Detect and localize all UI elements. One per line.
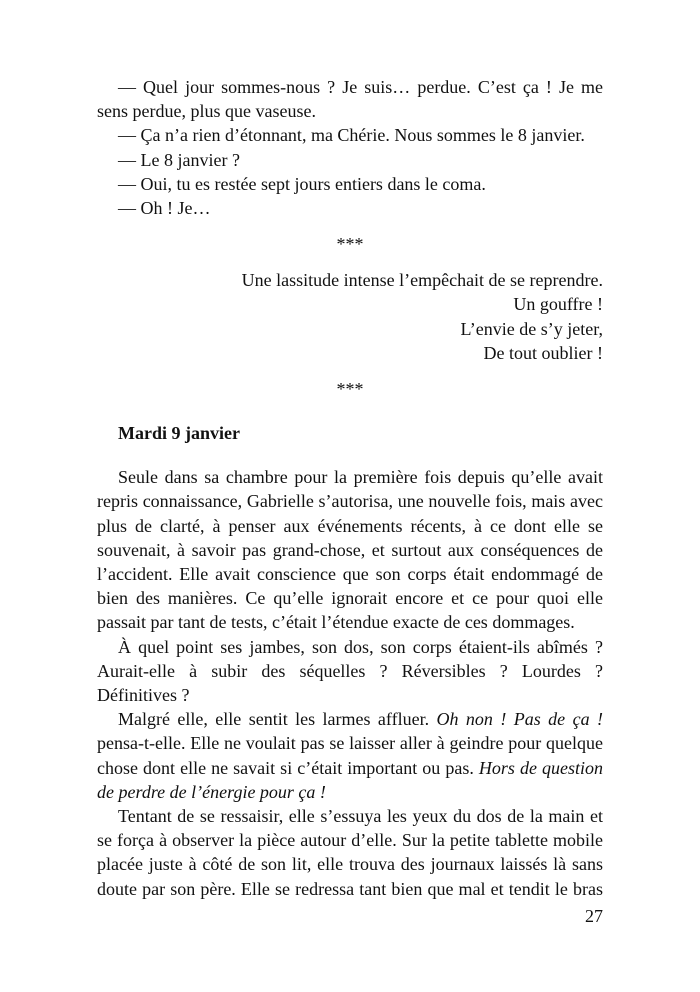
text-line — [97, 635, 603, 659]
text-segment: chose dont elle ne savait si c’était important ou pas. — [97, 757, 479, 778]
paragraph — [97, 804, 603, 901]
text-line — [97, 196, 603, 220]
verse-line: Une lassitude intense l’empêchait de se reprendre. — [241, 270, 603, 291]
text-segment: doute par son père. Elle se redressa tant bien que mal et tendit le bras — [97, 878, 603, 899]
section-heading: Mardi 9 janvier — [118, 423, 240, 444]
text-line — [97, 756, 603, 780]
paragraph — [97, 172, 603, 196]
text-segment: plus de clarté, à penser aux événements récents, à ce dont elle se — [97, 515, 603, 536]
text-line — [97, 610, 603, 634]
text-line — [97, 707, 603, 731]
text-line — [97, 172, 603, 196]
text-segment: À quel point ses jambes, son dos, son corps étaient-ils abîmés ? — [118, 636, 603, 657]
text-segment: repris connaissance, Gabrielle s’autorisa, une nouvelle fois, mais avec — [97, 491, 603, 512]
text-line — [97, 489, 603, 513]
text-segment: — Quel jour sommes-nous ? Je suis… perdue. C’est ça ! Je me — [118, 77, 603, 97]
text-line — [97, 148, 603, 172]
text-segment: Définitives ? — [97, 685, 190, 706]
text-line — [97, 123, 603, 147]
italic-text: Hors de question — [478, 757, 603, 778]
text-segment: — Oh ! Je… — [118, 198, 211, 219]
text-line — [97, 75, 603, 99]
text-line — [97, 852, 603, 876]
paragraph — [97, 148, 603, 172]
page-body — [97, 75, 603, 928]
verse-block — [97, 268, 603, 365]
text-segment: bien des manières. Ce qu’elle ignorait encore et ce pour quoi elle — [97, 588, 603, 609]
text-line — [97, 659, 603, 683]
text-line — [97, 683, 603, 707]
text-segment: se força à observer la pièce autour d’elle. Sur la petite tablette mobile — [97, 830, 603, 851]
section-separator: *** — [336, 234, 364, 255]
section-separator: *** — [336, 379, 364, 400]
text-line — [97, 562, 603, 586]
text-line — [97, 514, 603, 538]
text-segment: Aurait-elle à subir des séquelles ? Réversibles ? Lourdes ? — [97, 660, 603, 681]
text-segment: sens perdue, plus que vaseuse. — [97, 101, 316, 122]
text-line — [97, 804, 603, 828]
text-segment: Tentant de se ressaisir, elle s’essuya les yeux du dos de la main et — [118, 806, 603, 827]
text-segment: l’accident. Elle avait conscience que son corps était endommagé de — [97, 564, 603, 585]
text-line — [97, 828, 603, 852]
paragraph — [97, 635, 603, 708]
text-line — [97, 99, 603, 123]
text-segment: placée juste à côté de son lit, elle trouva des journaux laissés là sans — [97, 854, 603, 875]
text-segment: Seule dans sa chambre pour la première fois depuis qu’elle avait — [118, 467, 603, 488]
text-line — [97, 538, 603, 562]
text-line — [97, 465, 603, 489]
verse-line: Un gouffre ! — [513, 294, 603, 315]
paragraph — [97, 123, 603, 147]
text-line — [97, 731, 603, 755]
paragraph — [97, 465, 603, 634]
text-segment: — Ça n’a rien d’étonnant, ma Chérie. Nous sommes le 8 janvier. — [118, 125, 585, 146]
italic-text: de perdre de l’énergie pour ça ! — [97, 781, 326, 802]
italic-text: Oh non ! Pas de ça ! — [436, 709, 603, 730]
text-segment: pensa-t-elle. Elle ne voulait pas se laisser aller à geindre pour quelque — [97, 733, 603, 754]
paragraph — [97, 75, 603, 123]
paragraph — [97, 707, 603, 804]
page-number: 27 — [585, 905, 603, 926]
paragraph — [97, 196, 603, 220]
text-segment: — Oui, tu es restée sept jours entiers dans le coma. — [118, 173, 486, 194]
text-segment: Malgré elle, elle sentit les larmes affluer. — [118, 709, 437, 730]
text-line — [97, 586, 603, 610]
verse-line: De tout oublier ! — [483, 342, 603, 363]
text-segment: — Le 8 janvier ? — [118, 149, 240, 170]
text-line — [97, 780, 603, 804]
text-line — [97, 877, 603, 901]
verse-line: L’envie de s’y jeter, — [460, 318, 603, 339]
text-segment: passait par tant de tests, c’était l’étendue exacte de ces dommages. — [97, 612, 575, 633]
text-segment: souvenait, à savoir pas grand-chose, et surtout aux conséquences de — [97, 539, 603, 560]
